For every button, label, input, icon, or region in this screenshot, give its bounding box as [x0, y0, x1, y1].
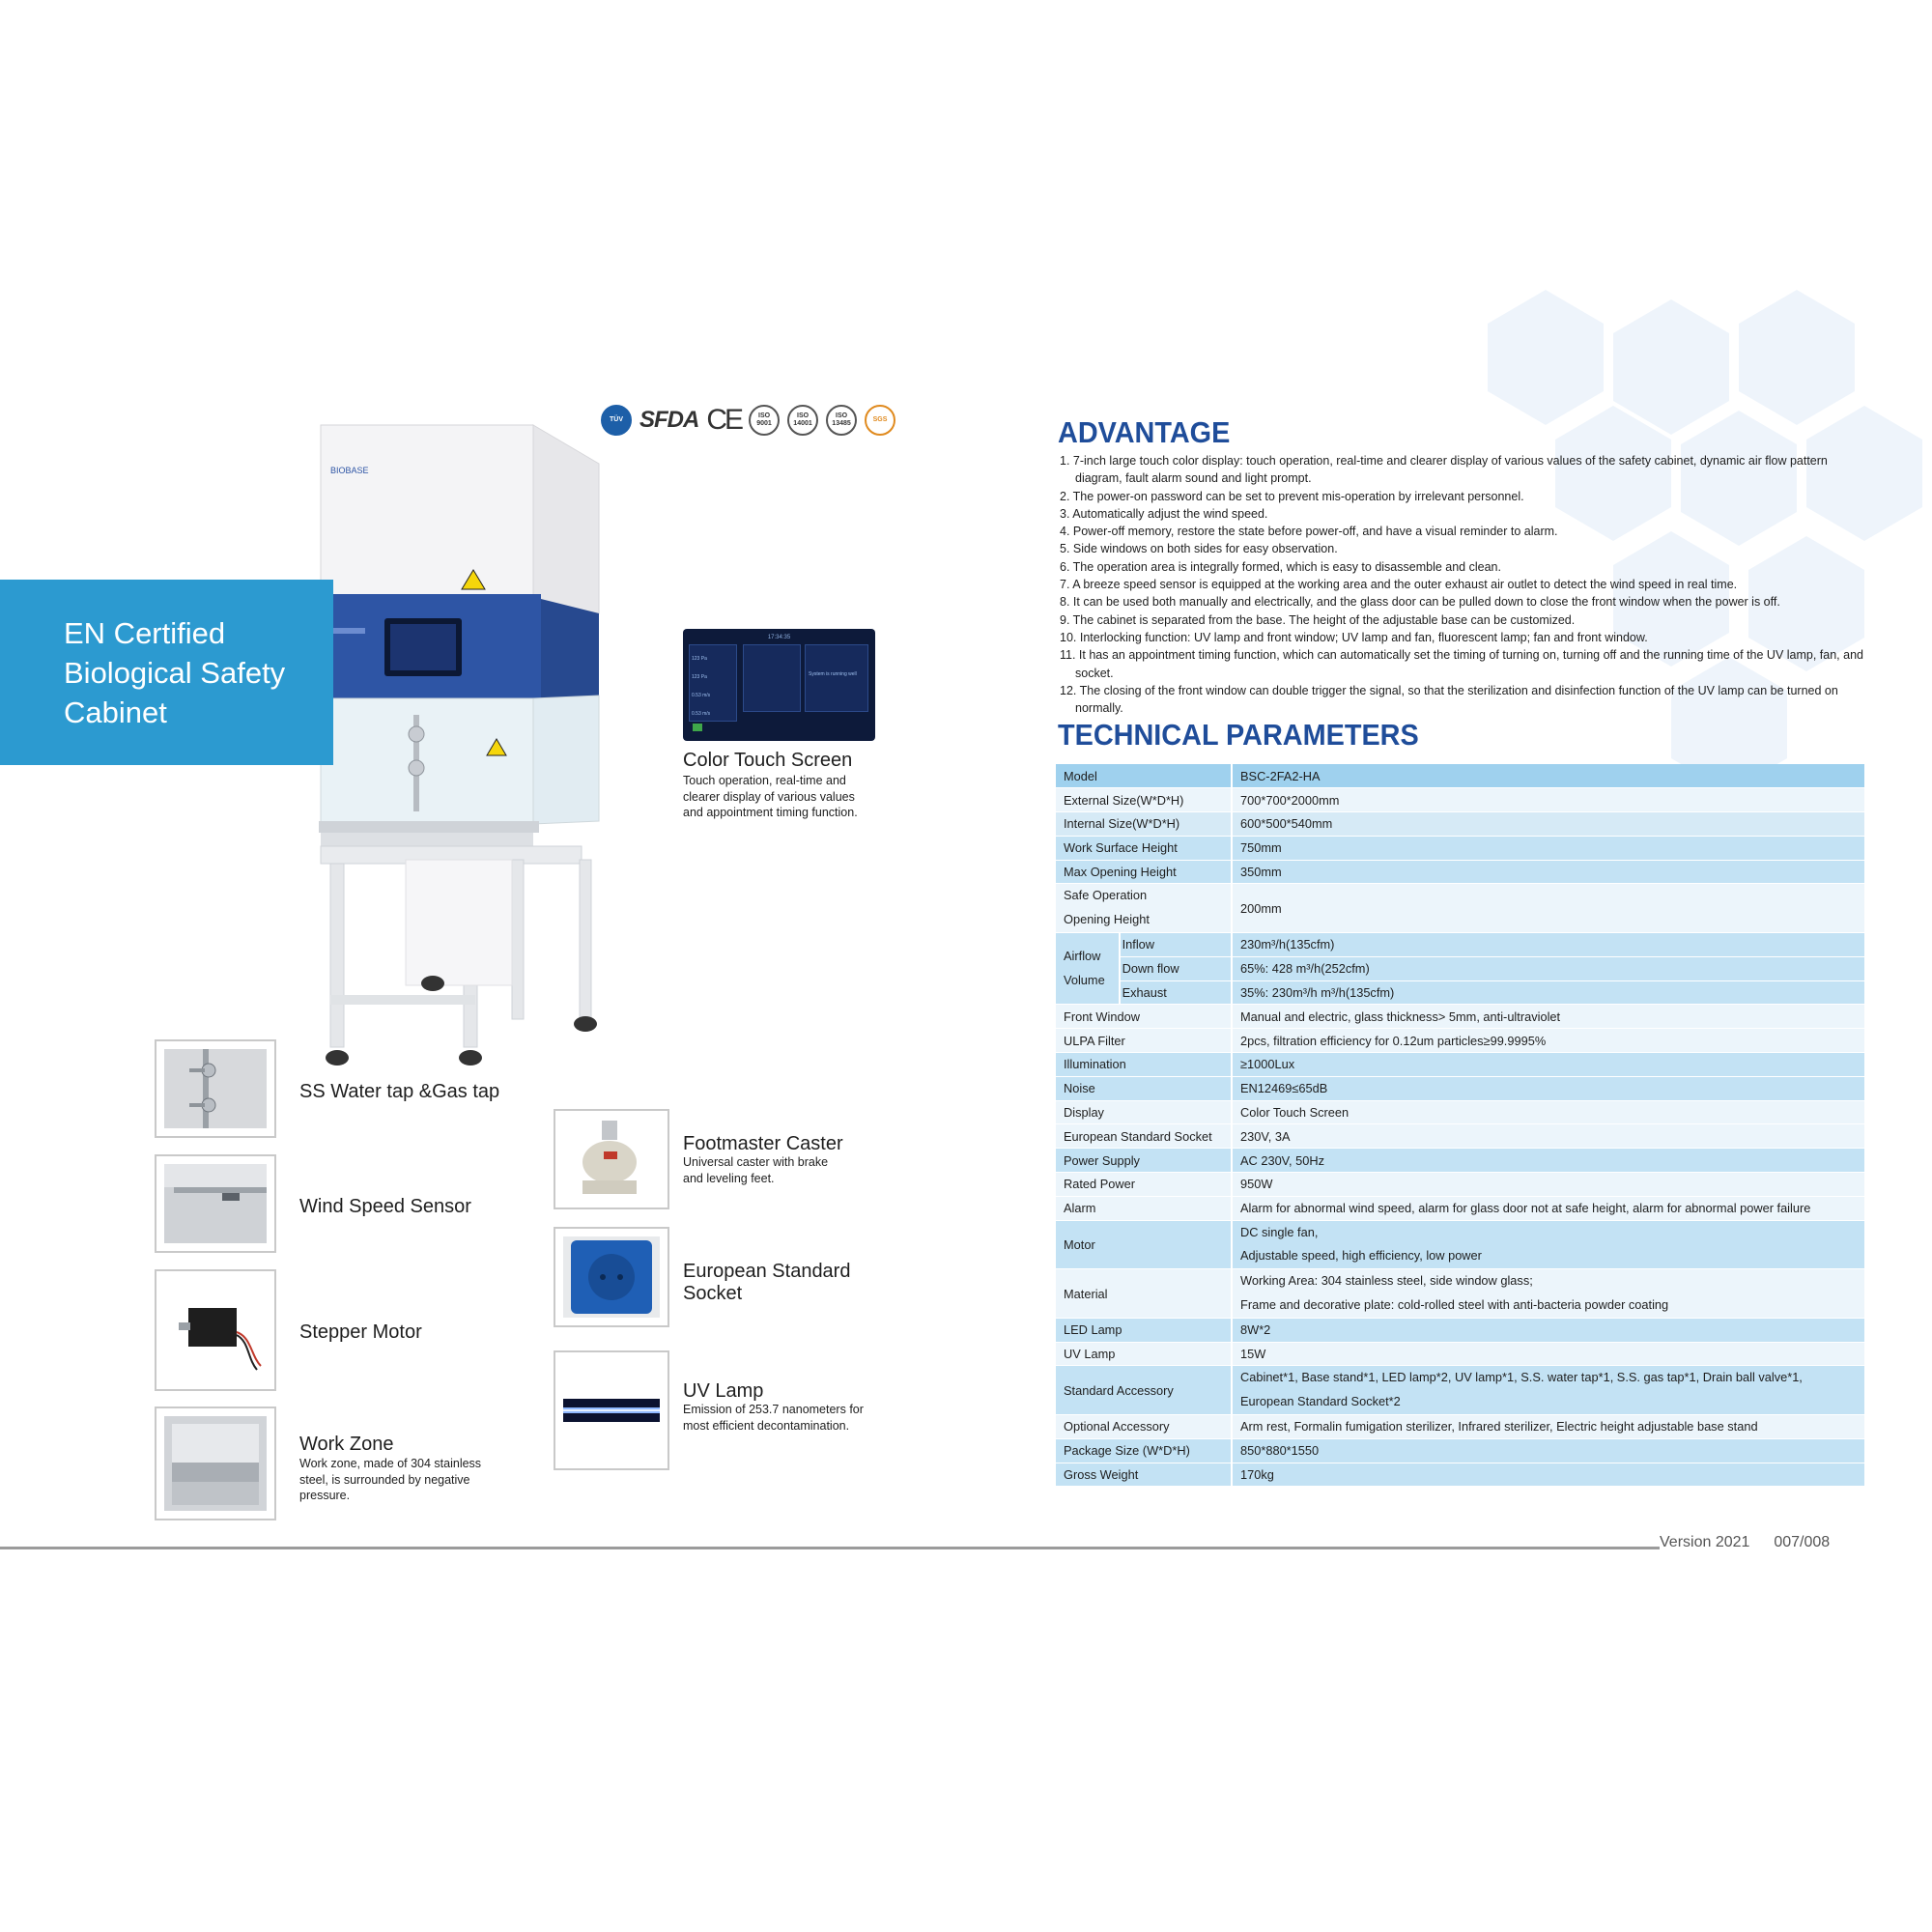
- footer-divider: [0, 1547, 1660, 1549]
- table-row: [1056, 764, 1864, 788]
- table-row: [1056, 980, 1864, 1005]
- table-row: [1056, 1053, 1864, 1077]
- param-label: Standard Accessory: [1056, 1366, 1232, 1415]
- param-label: Motor: [1056, 1220, 1232, 1269]
- param-value: ≥1000Lux: [1232, 1053, 1864, 1077]
- table-row: [1056, 836, 1864, 860]
- certification-logos: [601, 404, 895, 437]
- table-row: [1056, 884, 1864, 933]
- table-row: [1056, 1149, 1864, 1173]
- title-line-2: Biological Safety: [64, 656, 286, 690]
- param-label: Safe Operation Opening Height: [1056, 884, 1232, 933]
- param-value: Alarm for abnormal wind speed, alarm for glass door not at safe height, alarm for abnormal power failure: [1232, 1196, 1864, 1220]
- footer-page-number: 007/008: [1774, 1534, 1831, 1550]
- table-row: [1056, 933, 1864, 957]
- table-row: [1056, 1342, 1864, 1366]
- param-value: 65%: 428 m³/h(252cfm): [1232, 956, 1864, 980]
- table-row: [1056, 1173, 1864, 1197]
- param-value: Working Area: 304 stainless steel, side window glass; Frame and decorative plate: cold-rolled steel with anti-bacteria powder coating: [1232, 1269, 1864, 1319]
- table-row: [1056, 1196, 1864, 1220]
- param-label: Display: [1056, 1100, 1232, 1124]
- advantage-item: 10. Interlocking function: UV lamp and front window; UV lamp and fan, fluorescent lamp; fan and front window.: [1060, 630, 1648, 644]
- param-label: UV Lamp: [1056, 1342, 1232, 1366]
- technical-parameters-table: [1056, 764, 1864, 1487]
- title-line-3: Cabinet: [64, 696, 167, 729]
- param-label: Gross Weight: [1056, 1463, 1232, 1487]
- table-row: [1056, 1366, 1864, 1415]
- motor-icon: [164, 1279, 267, 1381]
- uv-lamp-thumbnail: [554, 1350, 669, 1470]
- param-value: AC 230V, 50Hz: [1232, 1149, 1864, 1173]
- param-label: Power Supply: [1056, 1149, 1232, 1173]
- param-value: 8W*2: [1232, 1318, 1864, 1342]
- advantage-item: 9. The cabinet is separated from the base. The height of the adjustable base can be customized.: [1060, 612, 1576, 627]
- feature-touch-screen-desc: Touch operation, real-time and clearer display of various values and appointment timing function.: [683, 774, 858, 819]
- feature-work-zone-desc: Work zone, made of 304 stainless steel, is surrounded by negative pressure.: [299, 1457, 482, 1502]
- table-row: [1056, 1318, 1864, 1342]
- param-label: Internal Size(W*D*H): [1056, 812, 1232, 837]
- water-tap-icon: [164, 1049, 267, 1128]
- param-value: 950W: [1232, 1173, 1864, 1197]
- advantage-item: 5. Side windows on both sides for easy observation.: [1060, 542, 1338, 556]
- advantage-heading: ADVANTAGE: [1058, 415, 1231, 449]
- safety-cabinet-image: [319, 415, 618, 1082]
- param-label: Optional Accessory: [1056, 1415, 1232, 1439]
- advantage-item: 8. It can be used both manually and electrically, and the glass door can be pulled down to close the front window when the power is off.: [1060, 595, 1780, 610]
- advantage-item: 3. Automatically adjust the wind speed.: [1060, 506, 1268, 521]
- title-banner: [0, 580, 333, 765]
- table-row: [1056, 1463, 1864, 1487]
- work-zone-icon: [164, 1416, 267, 1511]
- param-value: 230V, 3A: [1232, 1124, 1864, 1149]
- screen-airflow-panel: [743, 644, 801, 712]
- table-row: [1056, 1124, 1864, 1149]
- table-row: [1056, 1415, 1864, 1439]
- advantage-item: 4. Power-off memory, restore the state before power-off, and have a visual reminder to alarm.: [1060, 525, 1558, 539]
- feature-socket-title: European Standard Socket: [683, 1261, 851, 1304]
- param-value: 200mm: [1232, 884, 1864, 933]
- motor-thumbnail: [155, 1269, 276, 1391]
- screen-status-panel: [805, 644, 868, 712]
- iso13485-logo: ISO 13485: [826, 405, 857, 436]
- param-value: 230m³/h(135cfm): [1232, 933, 1864, 957]
- param-value: 350mm: [1232, 860, 1864, 884]
- table-row: [1056, 1029, 1864, 1053]
- param-value: 170kg: [1232, 1463, 1864, 1487]
- feature-work-zone-title: Work Zone: [299, 1434, 394, 1455]
- param-sublabel: Down flow: [1120, 956, 1232, 980]
- feature-water-tap-title: SS Water tap &Gas tap: [299, 1081, 500, 1102]
- screen-time: 17:34:35: [767, 635, 791, 640]
- technical-heading: TECHNICAL PARAMETERS: [1058, 718, 1419, 752]
- work-zone-thumbnail: [155, 1406, 276, 1520]
- param-label: Work Surface Height: [1056, 836, 1232, 860]
- feature-uv-lamp-title: UV Lamp: [683, 1380, 764, 1402]
- param-value: DC single fan, Adjustable speed, high efficiency, low power: [1232, 1220, 1864, 1269]
- param-label: Airflow Volume: [1056, 933, 1120, 1005]
- param-value: 850*880*1550: [1232, 1438, 1864, 1463]
- tuv-logo: TÜV: [601, 405, 632, 436]
- feature-touch-screen-title: Color Touch Screen: [683, 750, 853, 771]
- param-label: Rated Power: [1056, 1173, 1232, 1197]
- table-row: [1056, 1076, 1864, 1100]
- param-value: BSC-2FA2-HA: [1232, 764, 1864, 788]
- footer-version: Version 2021: [1660, 1534, 1750, 1550]
- table-row: [1056, 860, 1864, 884]
- param-label: Illumination: [1056, 1053, 1232, 1077]
- param-label: Front Window: [1056, 1005, 1232, 1029]
- iso14001-logo: ISO 14001: [787, 405, 818, 436]
- param-label: Noise: [1056, 1076, 1232, 1100]
- advantage-item: 6. The operation area is integrally formed, which is easy to disassemble and clean.: [1060, 559, 1501, 574]
- table-row: [1056, 1005, 1864, 1029]
- feature-motor-title: Stepper Motor: [299, 1321, 422, 1343]
- advantage-list: [1060, 452, 1871, 717]
- brand-label: BIOBASE: [330, 466, 369, 475]
- param-value: EN12469≤65dB: [1232, 1076, 1864, 1100]
- feature-caster-title: Footmaster Caster: [683, 1133, 843, 1154]
- param-label: LED Lamp: [1056, 1318, 1232, 1342]
- table-row: [1056, 812, 1864, 837]
- caster-icon: [563, 1119, 660, 1200]
- table-row: [1056, 956, 1864, 980]
- feature-uv-lamp-desc: Emission of 253.7 nanometers for most efficient decontamination.: [683, 1403, 864, 1433]
- socket-thumbnail: [554, 1227, 669, 1327]
- param-value: Color Touch Screen: [1232, 1100, 1864, 1124]
- table-row: [1056, 1269, 1864, 1319]
- wind-sensor-thumbnail: [155, 1154, 276, 1253]
- touch-screen-image: [683, 629, 875, 741]
- water-tap-thumbnail: [155, 1039, 276, 1138]
- table-row: [1056, 1220, 1864, 1269]
- param-label: Material: [1056, 1269, 1232, 1319]
- sgs-logo: SGS: [865, 405, 895, 436]
- param-sublabel: Exhaust: [1120, 980, 1232, 1005]
- param-label: Package Size (W*D*H): [1056, 1438, 1232, 1463]
- ce-logo: CE: [706, 404, 742, 436]
- param-value: Cabinet*1, Base stand*1, LED lamp*2, UV lamp*1, S.S. water tap*1, S.S. gas tap*1, Drain ball valve*1, European Standard Socket*2: [1232, 1366, 1864, 1415]
- param-label: Alarm: [1056, 1196, 1232, 1220]
- param-sublabel: Inflow: [1120, 933, 1232, 957]
- feature-caster-desc: Universal caster with brake and leveling feet.: [683, 1155, 829, 1185]
- table-row: [1056, 1438, 1864, 1463]
- advantage-item: 7. A breeze speed sensor is equipped at the working area and the outer exhaust air outlet to detect the wind speed in real time.: [1060, 578, 1738, 592]
- param-value: Arm rest, Formalin fumigation sterilizer, Infrared sterilizer, Electric height adjustable base stand: [1232, 1415, 1864, 1439]
- param-label: Max Opening Height: [1056, 860, 1232, 884]
- table-row: [1056, 1100, 1864, 1124]
- screen-readings: 123 Pa 123 Pa 0.53 m/s 0.53 m/s: [692, 656, 711, 717]
- param-label: Model: [1056, 764, 1232, 788]
- title-line-1: EN Certified: [64, 616, 226, 650]
- socket-icon: [563, 1236, 660, 1318]
- advantage-item: 12. The closing of the front window can double trigger the signal, so that the sterilization and disinfection function of the UV lamp can be turned on normally.: [1060, 683, 1838, 716]
- screen-status-text: System is running well: [809, 671, 857, 677]
- wind-sensor-icon: [164, 1164, 267, 1243]
- table-row: [1056, 788, 1864, 812]
- footer: [1660, 1534, 1830, 1551]
- param-value: 700*700*2000mm: [1232, 788, 1864, 812]
- param-label: ULPA Filter: [1056, 1029, 1232, 1053]
- sfda-logo: SFDA: [639, 407, 699, 433]
- param-value: 2pcs, filtration efficiency for 0.12um particles≥99.9995%: [1232, 1029, 1864, 1053]
- caster-thumbnail: [554, 1109, 669, 1209]
- iso9001-logo: ISO 9001: [749, 405, 780, 436]
- param-label: European Standard Socket: [1056, 1124, 1232, 1149]
- param-value: 600*500*540mm: [1232, 812, 1864, 837]
- param-value: Manual and electric, glass thickness> 5mm, anti-ultraviolet: [1232, 1005, 1864, 1029]
- advantage-item: 2. The power-on password can be set to prevent mis-operation by irrelevant personnel.: [1060, 489, 1524, 503]
- screen-power-icon: [693, 724, 702, 731]
- feature-wind-sensor-title: Wind Speed Sensor: [299, 1196, 471, 1217]
- param-value: 35%: 230m³/h m³/h(135cfm): [1232, 980, 1864, 1005]
- param-value: 750mm: [1232, 836, 1864, 860]
- param-value: 15W: [1232, 1342, 1864, 1366]
- param-label: External Size(W*D*H): [1056, 788, 1232, 812]
- advantage-item: 11. It has an appointment timing function, which can automatically set the timing of turning on, turning off and the running time of the UV lamp, fan, and socket.: [1060, 648, 1863, 680]
- advantage-item: 1. 7-inch large touch color display: touch operation, real-time and clearer display of various values of the safety cabinet, dynamic air flow pattern diagram, fault alarm sound and light prompt.: [1060, 454, 1828, 486]
- uv-lamp-icon: [563, 1360, 660, 1461]
